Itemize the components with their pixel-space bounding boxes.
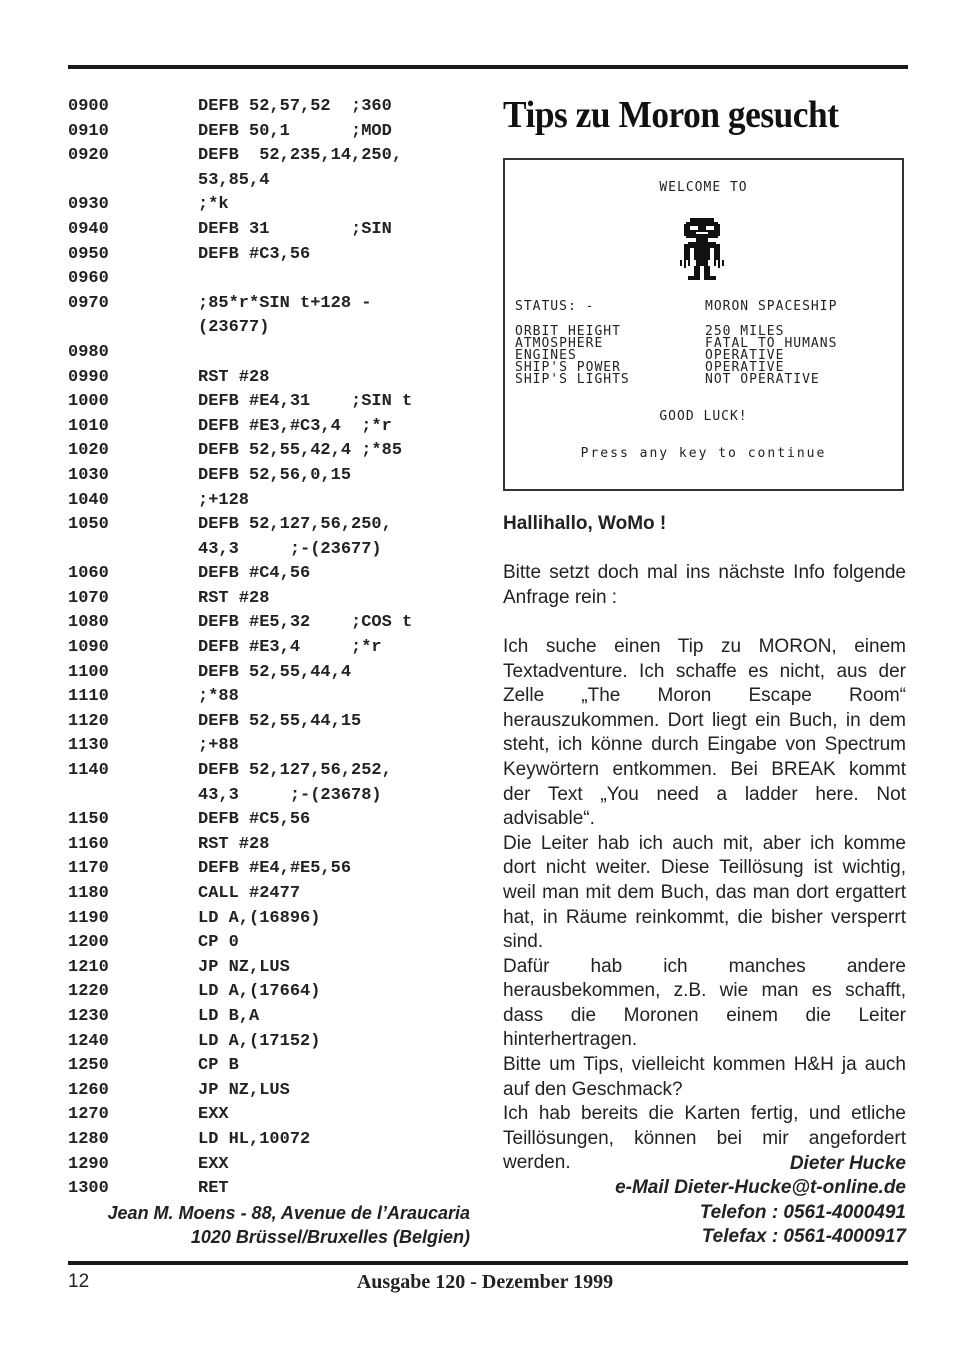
code-statement: LD A,(17152)	[198, 1031, 321, 1051]
code-statement: EXX	[198, 1105, 229, 1125]
code-statement: DEFB #E4,31 ;SIN t	[198, 392, 413, 412]
code-statement: DEFB 52,56,0,15	[198, 465, 352, 485]
code-statement: ;*k	[198, 195, 229, 215]
page-number: 12	[68, 1271, 90, 1292]
status-row-label: ORBIT HEIGHT	[515, 324, 621, 339]
line-number: 1100	[68, 662, 109, 682]
code-statement: DEFB #E3,4 ;*r	[198, 638, 382, 658]
code-statement: DEFB 31 ;SIN	[198, 219, 392, 239]
line-number: 1120	[68, 711, 109, 731]
code-statement: RST #28	[198, 834, 270, 854]
status-row-value: FATAL TO HUMANS	[705, 336, 838, 351]
code-line	[68, 464, 478, 489]
paragraph: Bitte um Tips, vielleicht kommen H&H ja auch auf den Geschmack?	[503, 1054, 906, 1100]
code-line	[68, 1054, 478, 1079]
paragraph: Ich suche einen Tip zu MORON, einem Textadventure. Ich schaffe es nicht, aus der Zelle „The Moron Escape Room“ herauszukommen. Dort liegt ein Buch, in dem steht, ich könne durch Eingabe von Spectrum Keywörtern entkommen. Bei BREAK kommt der Text „You need a ladder here. Not advisable“.	[503, 635, 906, 830]
line-number: 0970	[68, 293, 109, 313]
author-name-address: Jean M. Moens - 88, Avenue de l’Araucaria	[107, 1203, 470, 1223]
code-line	[68, 243, 478, 268]
line-number: 1300	[68, 1179, 109, 1199]
code-statement: DEFB #C5,56	[198, 810, 311, 830]
screen-status-line	[515, 301, 895, 313]
code-line	[68, 808, 478, 833]
line-number: 1040	[68, 490, 109, 510]
code-statement: DEFB #C4,56	[198, 564, 311, 584]
code-statement: JP NZ,LUS	[198, 1080, 290, 1100]
code-statement	[198, 341, 478, 366]
line-number	[68, 538, 198, 563]
status-row-label: SHIP'S LIGHTS	[515, 372, 630, 387]
game-screenshot	[503, 158, 904, 491]
line-number: 0990	[68, 367, 109, 387]
screen-welcome: WELCOME TO	[659, 180, 748, 195]
code-statement: EXX	[198, 1154, 229, 1174]
signature-email: e-Mail Dieter-Hucke@t-online.de	[615, 1177, 906, 1199]
code-line	[68, 661, 478, 686]
code-statement: LD B,A	[198, 1006, 260, 1026]
code-line	[68, 415, 478, 440]
code-line	[68, 489, 478, 514]
line-number: 1230	[68, 1006, 109, 1026]
code-listing	[68, 95, 478, 1202]
code-line	[68, 193, 478, 218]
line-number: 0930	[68, 195, 109, 215]
code-line	[68, 980, 478, 1005]
code-line	[68, 513, 478, 538]
article-body	[503, 512, 906, 1176]
code-line	[68, 1128, 478, 1153]
code-statement: 53,85,4	[198, 170, 270, 190]
line-number: 1160	[68, 834, 109, 854]
signature-name: Dieter Hucke	[789, 1153, 906, 1174]
code-line	[68, 956, 478, 981]
code-line	[68, 366, 478, 391]
code-statement: DEFB 52,55,42,4 ;*85	[198, 441, 403, 461]
code-statement: (23677)	[198, 318, 270, 338]
code-line	[68, 1103, 478, 1128]
line-number: 1220	[68, 982, 109, 1002]
line-number: 1260	[68, 1080, 109, 1100]
screen-status-row	[515, 374, 895, 386]
line-number: 0940	[68, 219, 109, 239]
screen-status-table	[515, 326, 895, 386]
code-statement: ;*88	[198, 687, 239, 707]
code-line	[68, 1153, 478, 1178]
code-line	[68, 120, 478, 145]
status-row-value: 250 MILES	[705, 324, 785, 339]
line-number	[68, 784, 198, 809]
line-number	[68, 169, 198, 194]
code-statement: DEFB 52,127,56,252,	[198, 761, 392, 781]
code-statement: DEFB 52,55,44,4	[198, 662, 352, 682]
code-statement: DEFB #E3,#C3,4 ;*r	[198, 416, 392, 436]
line-number: 0980	[68, 342, 109, 362]
code-statement: JP NZ,LUS	[198, 957, 290, 977]
line-number: 1050	[68, 515, 109, 535]
code-line	[68, 538, 478, 563]
code-line	[68, 316, 478, 341]
status-row-label: ATMOSPHERE	[515, 336, 604, 351]
code-line	[68, 390, 478, 415]
screen-good-luck: GOOD LUCK!	[659, 409, 748, 424]
code-statement: CALL #2477	[198, 884, 301, 903]
code-statement: DEFB 52,235,14,250,	[198, 146, 403, 166]
line-number: 1200	[68, 933, 109, 953]
author-city: 1020 Brüssel/Bruxelles (Belgien)	[190, 1227, 470, 1247]
line-number: 1180	[68, 884, 109, 903]
code-line	[68, 636, 478, 661]
line-number: 1210	[68, 957, 109, 977]
line-number: 1270	[68, 1105, 109, 1125]
line-number: 0950	[68, 244, 109, 264]
signature-fax: Telefax : 0561-4000917	[701, 1225, 906, 1247]
code-line	[68, 857, 478, 882]
line-number: 1080	[68, 613, 109, 633]
paragraph: Die Leiter hab ich auch mit, aber ich komme dort nicht weiter. Diese Teillösung ist wichtig, weil man mit dem Buch, das man dort ergattert hat, in Räume reinkommt, die bisher versperrt sind.	[503, 832, 906, 953]
code-statement: DEFB 52,127,56,250,	[198, 515, 392, 535]
line-number: 1130	[68, 736, 109, 756]
code-statement: LD HL,10072	[198, 1129, 311, 1149]
status-label: STATUS: -	[515, 299, 595, 314]
line-number: 1190	[68, 908, 109, 928]
line-number: 1110	[68, 687, 109, 707]
code-line	[68, 439, 478, 464]
code-statement: ;+88	[198, 736, 239, 756]
bottom-rule	[68, 1261, 908, 1265]
code-statement: RST #28	[198, 588, 270, 608]
code-statement: DEFB 52,55,44,15	[198, 711, 362, 731]
code-line	[68, 1030, 478, 1055]
code-statement: DEFB 50,1 ;MOD	[198, 121, 392, 141]
code-line	[68, 1177, 478, 1202]
code-line	[68, 759, 478, 784]
code-statement: LD A,(16896)	[198, 908, 321, 928]
line-number: 1280	[68, 1129, 109, 1149]
code-line	[68, 734, 478, 759]
line-number: 1150	[68, 810, 109, 830]
line-number: 1000	[68, 392, 109, 412]
code-line	[68, 1079, 478, 1104]
paragraph: Dafür hab ich manches andere herausbekommen, z.B. wie man es schafft, dass die Moronen einem die Leiter hinterhertragen.	[503, 955, 906, 1051]
line-number: 0900	[68, 97, 109, 116]
code-line	[68, 267, 478, 292]
code-statement: DEFB #E4,#E5,56	[198, 859, 352, 879]
code-line	[68, 611, 478, 636]
code-statement: DEFB #C3,56	[198, 244, 311, 264]
issue-footer: Ausgabe 120 - Dezember 1999	[356, 1271, 614, 1293]
code-author-credit	[68, 1201, 470, 1249]
status-row-label: ENGINES	[515, 348, 577, 363]
code-statement: RET	[198, 1179, 229, 1199]
code-statement: LD A,(17664)	[198, 982, 321, 1002]
line-number: 1090	[68, 638, 109, 658]
code-line	[68, 882, 478, 907]
code-line	[68, 784, 478, 809]
code-line	[68, 587, 478, 612]
code-statement: DEFB #E5,32 ;COS t	[198, 613, 413, 633]
line-number: 1030	[68, 465, 109, 485]
code-statement: ;85*r*SIN t+128 -	[198, 293, 372, 313]
code-line	[68, 562, 478, 587]
status-row-value: OPERATIVE	[705, 360, 785, 375]
line-number: 1240	[68, 1031, 109, 1051]
code-statement: DEFB 52,57,52 ;360	[198, 97, 392, 116]
code-statement: 43,3 ;-(23678)	[198, 785, 382, 805]
line-number: 1250	[68, 1056, 109, 1076]
line-number: 1070	[68, 588, 109, 608]
article-title: Tips zu Moron gesucht	[503, 94, 839, 136]
code-line	[68, 169, 478, 194]
paragraph: Ich hab bereits die Karten fertig, und etliche Teillösungen, können bei mir angefordert werden.	[503, 1103, 906, 1174]
code-line	[68, 292, 478, 317]
line-number: 1290	[68, 1154, 109, 1174]
status-row-label: SHIP'S POWER	[515, 360, 621, 375]
line-number: 1140	[68, 761, 109, 781]
code-statement: 43,3 ;-(23677)	[198, 539, 382, 559]
screen-press-key: Press any key to continue	[580, 446, 827, 461]
code-line	[68, 931, 478, 956]
line-number: 0960	[68, 269, 109, 289]
status-row-value: NOT OPERATIVE	[705, 372, 820, 387]
paragraph: Bitte setzt doch mal ins nächste Info folgende Anfrage rein :	[503, 562, 906, 608]
status-row-value: OPERATIVE	[705, 348, 785, 363]
code-line	[68, 1005, 478, 1030]
code-statement: CP 0	[198, 933, 239, 953]
code-line	[68, 833, 478, 858]
line-number	[68, 316, 198, 341]
code-line	[68, 95, 478, 120]
code-line	[68, 144, 478, 169]
top-rule	[68, 65, 908, 69]
code-line	[68, 710, 478, 735]
line-number: 1060	[68, 564, 109, 584]
signature-phone: Telefon : 0561-4000491	[699, 1201, 906, 1223]
code-line	[68, 685, 478, 710]
line-number: 1010	[68, 416, 109, 436]
code-statement: ;+128	[198, 490, 250, 510]
code-statement: RST #28	[198, 367, 270, 387]
line-number: 0920	[68, 146, 109, 166]
signature-block	[503, 1152, 906, 1249]
greeting: Hallihallo, WoMo !	[503, 513, 667, 534]
code-statement	[198, 267, 478, 292]
line-number: 1170	[68, 859, 109, 879]
code-line	[68, 907, 478, 932]
code-line	[68, 341, 478, 366]
line-number: 1020	[68, 441, 109, 461]
line-number: 0910	[68, 121, 109, 141]
code-statement: CP B	[198, 1056, 239, 1076]
status-value: MORON SPACESHIP	[705, 299, 838, 314]
moron-robot-icon	[676, 218, 728, 282]
code-line	[68, 218, 478, 243]
